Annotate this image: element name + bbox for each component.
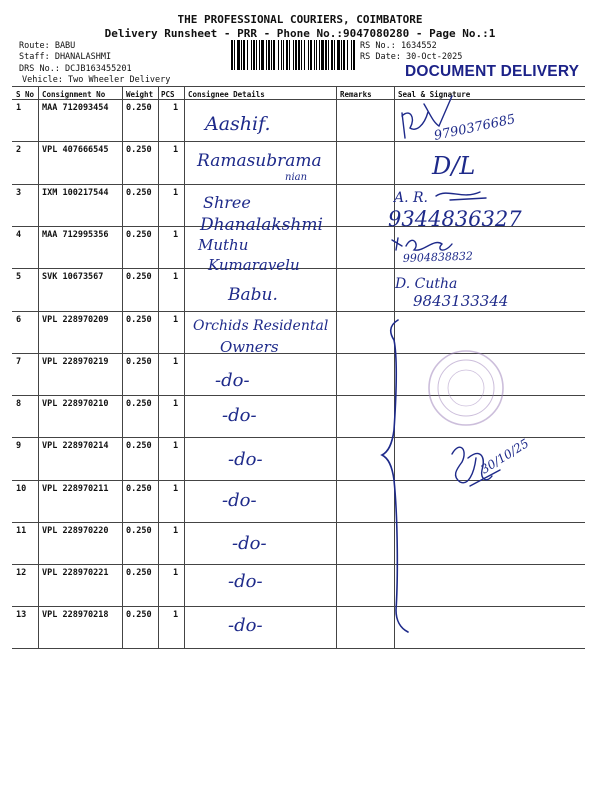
row-consignment-no: VPL 228970219 bbox=[42, 357, 109, 367]
row-weight: 0.250 bbox=[126, 441, 152, 451]
consignee-handwritten-name: Kumaravelu bbox=[208, 256, 300, 274]
row-pcs: 1 bbox=[173, 568, 179, 578]
row-weight: 0.250 bbox=[126, 610, 152, 620]
consignee-handwritten-name: Dhanalakshmi bbox=[200, 215, 323, 235]
col-header-weight: Weight bbox=[126, 90, 154, 99]
row-sno: 12 bbox=[16, 568, 27, 578]
signature-scribble bbox=[392, 238, 452, 250]
row-weight: 0.250 bbox=[126, 272, 152, 282]
row-pcs: 1 bbox=[173, 441, 179, 451]
row-consignment-no: VPL 228970214 bbox=[42, 441, 109, 451]
delivered-locked-mark: D/L bbox=[432, 152, 476, 180]
col-header-consignee: Consignee Details bbox=[188, 90, 265, 99]
row-pcs: 1 bbox=[173, 484, 179, 494]
row-consignment-no: VPL 228970211 bbox=[42, 484, 109, 494]
company-seal-stamp bbox=[429, 351, 503, 425]
consignee-handwritten-name: nian bbox=[285, 172, 308, 183]
receiver-phone-handwritten: 9843133344 bbox=[413, 292, 509, 310]
consignee-handwritten-name: Babu. bbox=[228, 285, 278, 305]
row-consignment-no: VPL 228970210 bbox=[42, 399, 109, 409]
receiver-name-handwritten: D. Cutha bbox=[395, 276, 458, 292]
row-weight: 0.250 bbox=[126, 230, 152, 240]
row-sno: 3 bbox=[16, 188, 22, 198]
consignee-handwritten-name: -do- bbox=[232, 533, 267, 554]
row-sno: 11 bbox=[16, 526, 27, 536]
consignee-handwritten-name: Orchids Residental bbox=[193, 318, 329, 334]
consignee-handwritten-name: -do- bbox=[228, 449, 263, 470]
consignee-handwritten-name: -do- bbox=[222, 405, 257, 426]
col-header-pcs: PCS bbox=[161, 90, 175, 99]
consignee-handwritten-name: -do- bbox=[222, 490, 257, 511]
receiver-name-handwritten: A. R. bbox=[394, 190, 429, 206]
row-consignment-no: MAA 712995356 bbox=[42, 230, 109, 240]
consignee-handwritten-name: -do- bbox=[228, 615, 263, 636]
consignee-handwritten-name: Aashif. bbox=[205, 113, 271, 135]
staff-label: Staff: DHANALASHMI bbox=[19, 52, 112, 62]
row-weight: 0.250 bbox=[126, 568, 152, 578]
row-sno: 10 bbox=[16, 484, 27, 494]
consignee-handwritten-name: Shree bbox=[203, 193, 251, 212]
consignee-handwritten-name: Ramasubrama bbox=[197, 151, 322, 171]
row-weight: 0.250 bbox=[126, 484, 152, 494]
group-brace bbox=[382, 320, 408, 632]
receiver-phone-handwritten: 9344836327 bbox=[388, 207, 522, 231]
col-header-sno: S No bbox=[16, 90, 35, 99]
col-header-consignment: Consignment No bbox=[42, 90, 106, 99]
document-type-stamp: DOCUMENT DELIVERY bbox=[405, 63, 580, 80]
row-consignment-no: MAA 712093454 bbox=[42, 103, 109, 113]
row-pcs: 1 bbox=[173, 526, 179, 536]
row-consignment-no: VPL 407666545 bbox=[42, 145, 109, 155]
row-consignment-no: VPL 228970209 bbox=[42, 315, 109, 325]
consignee-handwritten-name: -do- bbox=[215, 370, 250, 391]
rs-number: RS No.: 1634552 bbox=[360, 41, 437, 51]
row-pcs: 1 bbox=[173, 399, 179, 409]
row-sno: 2 bbox=[16, 145, 22, 155]
signature-scribble bbox=[436, 192, 486, 200]
rs-date: RS Date: 30-Oct-2025 bbox=[360, 52, 463, 62]
row-consignment-no: SVK 10673567 bbox=[42, 272, 104, 282]
signature-date-handwritten: 30/10/25 bbox=[478, 436, 532, 477]
row-consignment-no: VPL 228970221 bbox=[42, 568, 109, 578]
col-header-seal-signature: Seal & Signature bbox=[398, 90, 471, 99]
row-pcs: 1 bbox=[173, 357, 179, 367]
row-weight: 0.250 bbox=[126, 399, 152, 409]
receiver-phone-handwritten: 9904838832 bbox=[402, 249, 474, 265]
row-sno: 6 bbox=[16, 315, 22, 325]
row-pcs: 1 bbox=[173, 145, 179, 155]
row-pcs: 1 bbox=[173, 230, 179, 240]
row-weight: 0.250 bbox=[126, 188, 152, 198]
row-weight: 0.250 bbox=[126, 526, 152, 536]
row-consignment-no: VPL 228970220 bbox=[42, 526, 109, 536]
row-pcs: 1 bbox=[173, 188, 179, 198]
row-sno: 8 bbox=[16, 399, 22, 409]
row-pcs: 1 bbox=[173, 610, 179, 620]
consignee-handwritten-name: -do- bbox=[228, 571, 263, 592]
row-sno: 7 bbox=[16, 357, 22, 367]
consignee-handwritten-name: Muthu bbox=[198, 236, 249, 254]
vehicle-label: Vehicle: Two Wheeler Delivery bbox=[22, 75, 171, 85]
row-pcs: 1 bbox=[173, 103, 179, 113]
row-weight: 0.250 bbox=[126, 103, 152, 113]
row-weight: 0.250 bbox=[126, 357, 152, 367]
consignee-handwritten-name: Owners bbox=[220, 338, 279, 356]
company-title: THE PROFESSIONAL COURIERS, COIMBATORE bbox=[177, 13, 423, 26]
row-weight: 0.250 bbox=[126, 315, 152, 325]
receiver-phone-handwritten: 9790376685 bbox=[432, 112, 517, 144]
runsheet-title: Delivery Runsheet - PRR - Phone No.:9047080280 - Page No.:1 bbox=[104, 27, 496, 40]
row-sno: 5 bbox=[16, 272, 22, 282]
row-sno: 4 bbox=[16, 230, 22, 240]
row-sno: 13 bbox=[16, 610, 27, 620]
row-pcs: 1 bbox=[173, 272, 179, 282]
row-sno: 9 bbox=[16, 441, 22, 451]
route-label: Route: BABU bbox=[19, 41, 76, 51]
row-consignment-no: IXM 100217544 bbox=[42, 188, 109, 198]
drs-number: DRS No.: DCJB163455201 bbox=[19, 64, 132, 74]
row-consignment-no: VPL 228970218 bbox=[42, 610, 109, 620]
row-sno: 1 bbox=[16, 103, 22, 113]
row-pcs: 1 bbox=[173, 315, 179, 325]
col-header-remarks: Remarks bbox=[340, 90, 372, 99]
row-weight: 0.250 bbox=[126, 145, 152, 155]
